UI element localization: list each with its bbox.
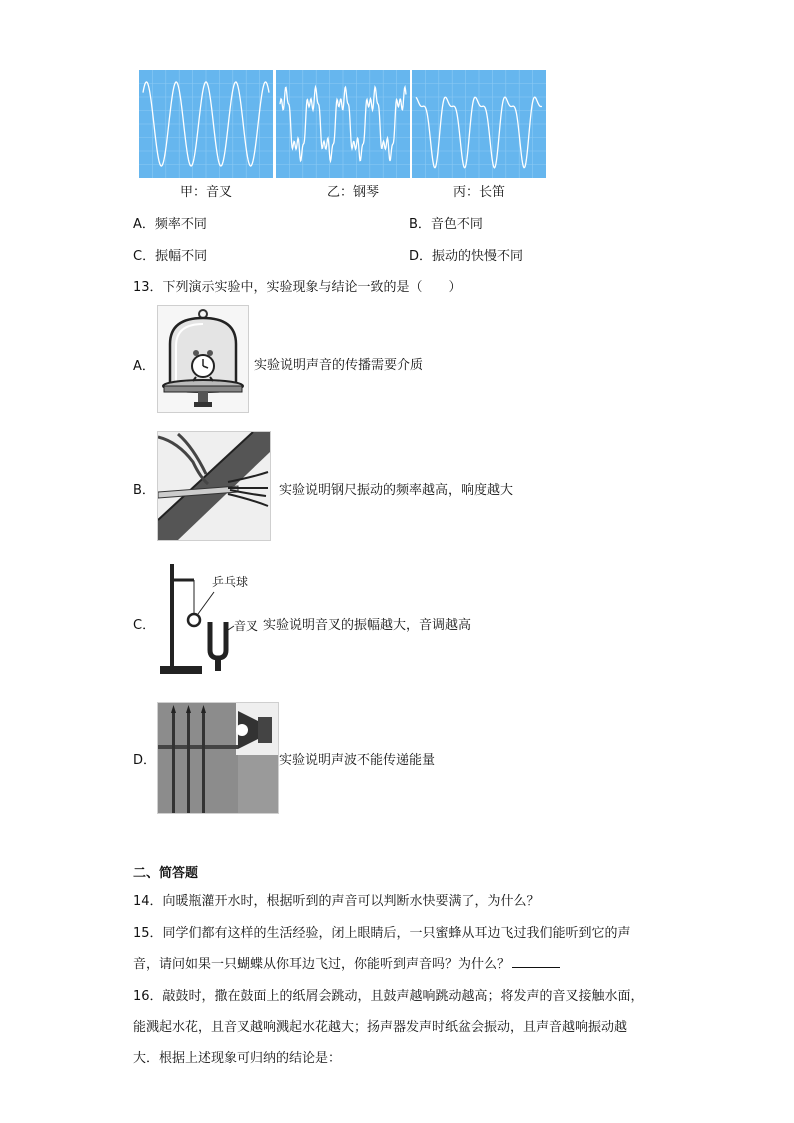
tuning-fork-waveform: [139, 70, 273, 178]
q13-option-c-letter[interactable]: C．: [133, 618, 156, 633]
q13-option-a-text[interactable]: 实验说明声音的传播需要介质: [254, 358, 424, 373]
q13-option-a-letter[interactable]: A．: [133, 359, 155, 374]
bell-jar-alarm-clock-icon: [157, 305, 249, 413]
q12-option-a[interactable]: A．频率不同: [133, 217, 207, 232]
waveform-caption-jia: 甲：音叉: [179, 185, 232, 200]
waveform-caption-yi: 乙：钢琴: [326, 185, 379, 200]
question-15-line1: 15．同学们都有这样的生活经验，闭上眼睛后，一只蜜蜂从耳边飞过我们能听到它的声: [133, 926, 631, 941]
flute-waveform: [412, 70, 546, 178]
question-16-line2: 能溅起水花，且音叉越响溅起水花越大；扬声器发声时纸盆会振动，且声音越响振动越: [133, 1020, 628, 1035]
q13-option-b-text[interactable]: 实验说明钢尺振动的频率越高，响度越大: [279, 483, 514, 498]
question-15-text: 音，请问如果一只蝴蝶从你耳边飞过，你能听到声音吗？为什么？: [133, 957, 511, 972]
tuning-fork-label: 音叉: [234, 619, 259, 633]
steel-ruler-table-icon: [157, 431, 271, 541]
q12-option-c[interactable]: C．振幅不同: [133, 249, 208, 264]
q13-option-d-letter[interactable]: D．: [133, 753, 157, 768]
section-heading: 二、简答题: [133, 866, 199, 881]
question-16-line1: 16．敲鼓时，撒在鼓面上的纸屑会跳动，且鼓声越响跳动越高；将发声的音叉接触水面，: [133, 989, 644, 1004]
q13-option-b-letter[interactable]: B．: [133, 483, 155, 498]
q13-stem: 13．下列演示实验中，实验现象与结论一致的是（ ）: [133, 280, 462, 295]
q12-option-d[interactable]: D．振动的快慢不同: [409, 249, 524, 264]
ping-pong-label: 乒乓球: [212, 575, 249, 589]
speaker-candles-icon: [157, 702, 279, 814]
waveform-caption-bing: 丙：长笛: [452, 185, 505, 200]
q12-option-b[interactable]: B．音色不同: [409, 217, 483, 232]
question-16-line3: 大．根据上述现象可归纳的结论是：: [133, 1051, 342, 1066]
piano-waveform: [276, 70, 410, 178]
question-15-line2: [133, 953, 560, 972]
question-14: 14．向暖瓶灌开水时，根据听到的声音可以判断水快要满了，为什么？: [133, 894, 540, 909]
q13-option-c-text[interactable]: 实验说明音叉的振幅越大，音调越高: [263, 618, 472, 633]
ping-pong-tuning-fork-icon: [157, 561, 263, 679]
q13-option-d-text[interactable]: 实验说明声波不能传递能量: [279, 753, 436, 768]
answer-blank[interactable]: [512, 955, 560, 968]
